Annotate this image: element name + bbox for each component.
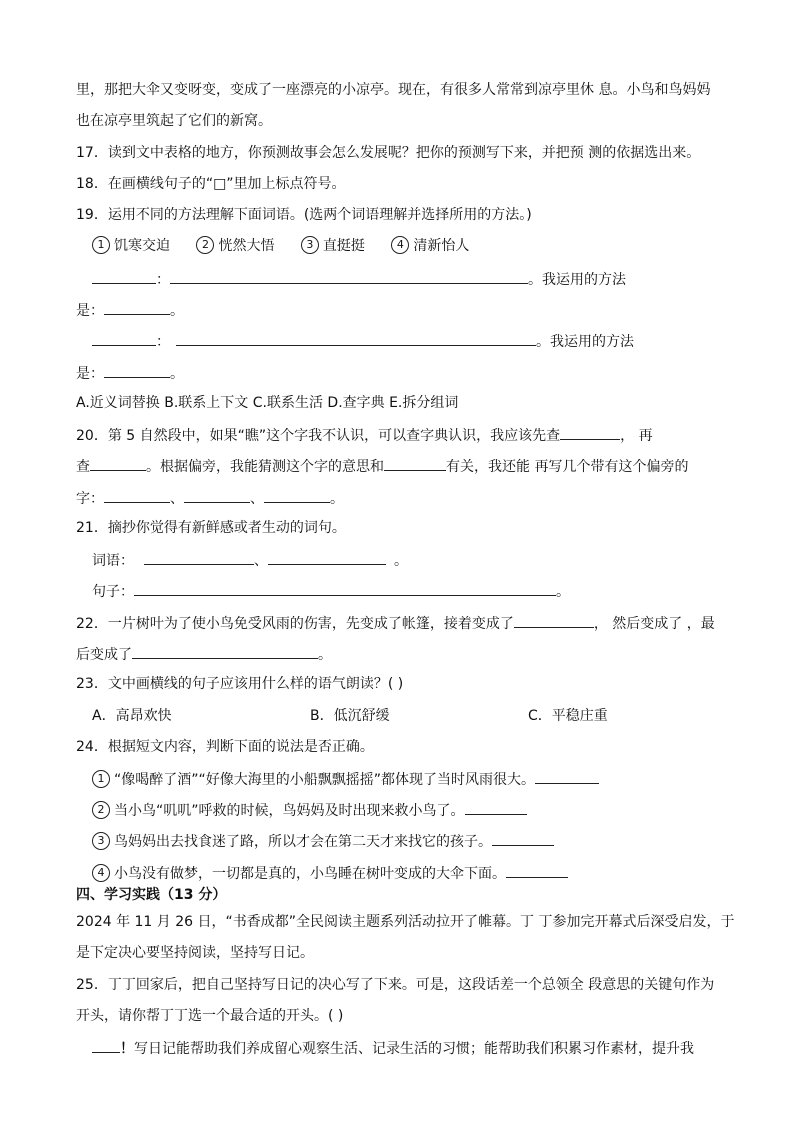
answer-blank[interactable] xyxy=(184,487,250,503)
statement-1: 1 “像喝醉了酒”“好像大海里的小船飘飘摇摇”都体现了当时风雨很大。 xyxy=(92,768,599,788)
answer-blank[interactable] xyxy=(170,268,528,284)
answer-blank[interactable] xyxy=(144,549,254,565)
circled-number: 4 xyxy=(92,864,110,882)
answer-blank[interactable] xyxy=(92,268,156,284)
word-option: 清新怡人 xyxy=(413,238,470,254)
question-24-stem: 24．根据短文内容，判断下面的说法是否正确。 xyxy=(76,739,374,755)
answer-blank[interactable] xyxy=(535,768,599,784)
question-19-words xyxy=(92,236,469,256)
section-4-intro-1: 2024 年 11 月 26 日，“书香成都”全民阅读主题系列活动拉开了帷幕。丁 丁参加完开幕式后深受启发，于 xyxy=(76,914,735,930)
method-line-19a: 是： 。 xyxy=(76,299,184,319)
question-23-stem: 23．文中画横线的句子应该用什么样的语气朗读？( ) xyxy=(76,676,404,692)
statement-3: 3 鸟妈妈出去找食迷了路，所以才会在第二天才来找它的孩子。 xyxy=(92,830,554,850)
question-25-line-1: 25．丁丁回家后，把自己坚持写日记的决心写了下来。可是，这段话差一个总领全 段意思的关键句作为 xyxy=(76,977,715,993)
question-19-stem: 19．运用不同的方法理解下面词语。(选两个词语理解并选择所用的方法。) xyxy=(76,207,532,223)
answer-blank[interactable] xyxy=(104,362,170,378)
answer-blank[interactable] xyxy=(506,862,568,878)
circled-number: 1 xyxy=(92,770,110,788)
answer-blank[interactable] xyxy=(465,799,527,815)
option-c[interactable]: C．平稳庄重 xyxy=(528,708,608,724)
option-b[interactable]: B．低沉舒缓 xyxy=(310,708,390,724)
answer-blank[interactable] xyxy=(514,612,594,628)
word-option: 恍然大悟 xyxy=(218,238,275,254)
question-21-sentence: 句子： 。 xyxy=(92,580,570,600)
question-17: 17．读到文中表格的地方，你预测故事会怎么发展呢？把你的预测写下来，并把预 测的依据选出来。 xyxy=(76,145,701,161)
question-21-words: 词语： 、 。 xyxy=(92,549,408,569)
circled-number: 4 xyxy=(391,236,409,254)
question-20-line-1: 20．第 5 自然段中，如果“瞧”这个字我不认识，可以查字典认识，我应该先查 ， 再 xyxy=(76,424,653,444)
word-option: 直挺挺 xyxy=(322,238,365,254)
circled-number: 3 xyxy=(92,832,110,850)
question-20-line-2: 查 。根据偏旁，我能猜测这个字的意思和 有关，我还能 再写几个带有这个偏旁的 xyxy=(76,455,688,475)
answer-blank[interactable] xyxy=(268,549,386,565)
answer-blank[interactable] xyxy=(134,580,556,596)
answer-line-19b: ： 。我运用的方法 xyxy=(92,330,634,350)
question-20-line-3: 字： 、 、 。 xyxy=(76,487,344,507)
circled-number: 2 xyxy=(196,236,214,254)
question-25-line-2: 开头，请你帮丁丁选一个最合适的开头。( ) xyxy=(76,1008,344,1024)
answer-blank[interactable] xyxy=(264,487,330,503)
answer-blank[interactable] xyxy=(92,330,156,346)
answer-blank[interactable] xyxy=(560,424,620,440)
answer-blank[interactable] xyxy=(176,330,536,346)
passage-line-2: 也在凉亭里筑起了它们的新窝。 xyxy=(76,113,272,129)
section-4-title: 四、学习实践（13 分） xyxy=(76,887,227,903)
circled-number: 1 xyxy=(92,236,110,254)
question-22-line-2: 后变成了 。 xyxy=(76,643,332,663)
answer-blank[interactable] xyxy=(90,455,146,471)
section-4-intro-2: 是下定决心要坚持阅读，坚持写日记。 xyxy=(76,945,314,961)
method-line-19b: 是： 。 xyxy=(76,362,184,382)
question-23-options xyxy=(92,706,608,726)
method-options: A.近义词替换 B.联系上下文 C.联系生活 D.查字典 E.拆分组词 xyxy=(76,395,459,411)
question-18: 18．在画横线句子的“□”里加上标点符号。 xyxy=(76,176,346,192)
circled-number: 3 xyxy=(301,236,319,254)
option-a[interactable]: A．高昂欢快 xyxy=(92,708,172,724)
answer-line-19a: ： 。我运用的方法 xyxy=(92,268,626,288)
question-22-line-1: 22．一片树叶为了使小鸟免受风雨的伤害，先变成了帐篷，接着变成了 ， 然后变成了 ，最 xyxy=(76,612,715,632)
answer-blank[interactable] xyxy=(92,1037,120,1053)
answer-blank[interactable] xyxy=(104,299,170,315)
circled-number: 2 xyxy=(92,801,110,819)
statement-4: 4 小鸟没有做梦，一切都是真的，小鸟睡在树叶变成的大伞下面。 xyxy=(92,862,568,882)
question-25-line-3: ！写日记能帮助我们养成留心观察生活、记录生活的习惯；能帮助我们积累习作素材，提升我 xyxy=(92,1037,694,1057)
answer-blank[interactable] xyxy=(384,455,446,471)
answer-blank[interactable] xyxy=(492,830,554,846)
question-21-stem: 21．摘抄你觉得有新鲜感或者生动的词句。 xyxy=(76,520,346,536)
statement-2: 2 当小鸟“叽叽”呼救的时候，鸟妈妈及时出现来救小鸟了。 xyxy=(92,799,527,819)
answer-blank[interactable] xyxy=(104,487,170,503)
answer-blank[interactable] xyxy=(132,643,318,659)
word-option: 饥寒交迫 xyxy=(114,238,170,254)
passage-line-1: 里，那把大伞又变呀变，变成了一座漂亮的小凉亭。现在，有很多人常常到凉亭里休 息。小鸟和鸟妈妈 xyxy=(76,82,711,98)
